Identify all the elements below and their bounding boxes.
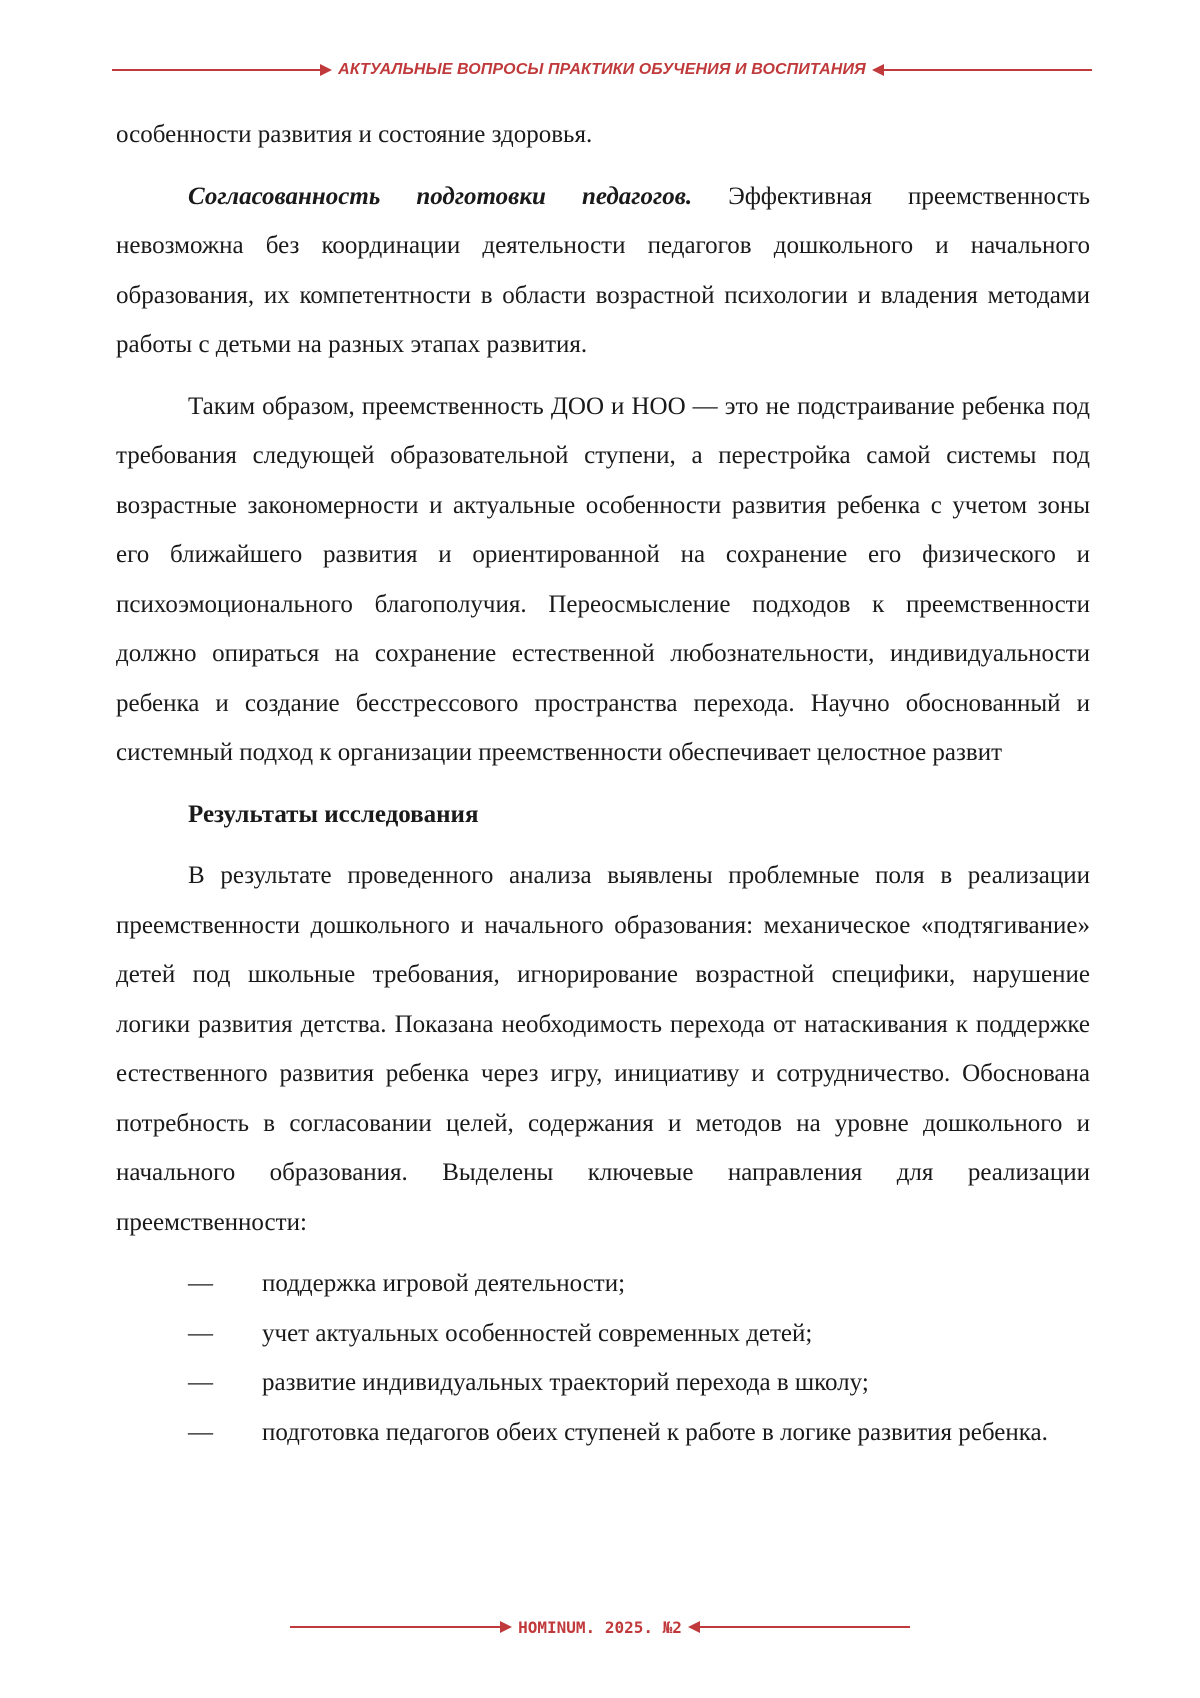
dash-bullet: —: [188, 1319, 213, 1347]
list-item: [116, 1309, 1090, 1359]
list-item-text: развитие индивидуальных траекторий перехода в школу;: [262, 1369, 869, 1396]
dash-bullet: —: [188, 1418, 213, 1446]
list-item-text: учет актуальных особенностей современных детей;: [262, 1319, 813, 1347]
list-item-text: подготовка педагогов обеих ступеней к работе в логике развития ребенка.: [262, 1418, 1048, 1446]
header-rule-right: [884, 69, 1092, 71]
running-footer: [290, 1612, 910, 1642]
footer-rule-right: [700, 1626, 910, 1628]
section-heading: Результаты исследования: [188, 800, 479, 828]
arrow-left-icon: [872, 64, 884, 76]
header-rule-left: [112, 69, 320, 71]
running-header: [112, 54, 1092, 86]
footer-rule-left: [290, 1626, 500, 1628]
arrow-right-icon: [320, 64, 332, 76]
list-item-text: поддержка игровой деятельности;: [262, 1270, 626, 1297]
dash-bullet: —: [188, 1369, 213, 1396]
list-item: [116, 1259, 1090, 1309]
list-item: [116, 1408, 1090, 1458]
journal-section-title: АКТУАЛЬНЫЕ ВОПРОСЫ ПРАКТИКИ ОБУЧЕНИЯ И ВОСПИТАНИЯ: [338, 61, 866, 78]
paragraph-teacher-coordination: [116, 172, 1090, 370]
arrow-left-icon: [688, 1621, 700, 1633]
dash-bullet: —: [188, 1270, 213, 1297]
paragraph-continued: особенности развития и состояние здоровья.: [116, 121, 593, 148]
key-directions-list: [116, 1259, 1090, 1457]
paragraph-lead-term: Согласованность подготовки педагогов.: [188, 182, 693, 210]
journal-issue-label: HOMINUM. 2025. №2: [518, 1617, 682, 1637]
paragraph-text: Эффективная преемственность невозможна без координации деятельности педагогов дошкольного и начального образования, их компетентности в области возрастной психологии и владения методами работы с детьми на разных этапах развития.: [116, 182, 1090, 358]
arrow-right-icon: [500, 1621, 512, 1633]
paragraph-conclusion: Таким образом, преемственность ДОО и НОО — это не подстраивание ребенка под требования следующей образовательной ступени, а перестройка самой системы под возрастные закономерности и актуальные особенности развития ребенка с учетом зоны его ближайшего развития и ориентированной на сохранение его физического и психоэмоционального благополучия. Переосмысление подходов к преемственности должно опираться на сохранение естественной любознательности, индивидуальности ребенка и создание бесстрессового пространства перехода. Научно обоснованный и системный подход к организации преемственности обеспечивает целостное развит: [116, 392, 1090, 766]
paragraph-results: В результате проведенного анализа выявлены проблемные поля в реализации преемственности дошкольного и начального образования: механическое «подтягивание» детей под школьные требования, игнорирование возрастной специфики, нарушение логики развития детства. Показана необходимость перехода от натаскивания к поддержке естественного развития ребенка через игру, инициативу и сотрудничество. Обоснована потребность в согласовании целей, содержания и методов на уровне дошкольного и начального образования. Выделены ключевые направления для реализации преемственности:: [116, 862, 1090, 1236]
article-body: [116, 110, 1090, 1457]
list-item: [116, 1358, 1090, 1408]
